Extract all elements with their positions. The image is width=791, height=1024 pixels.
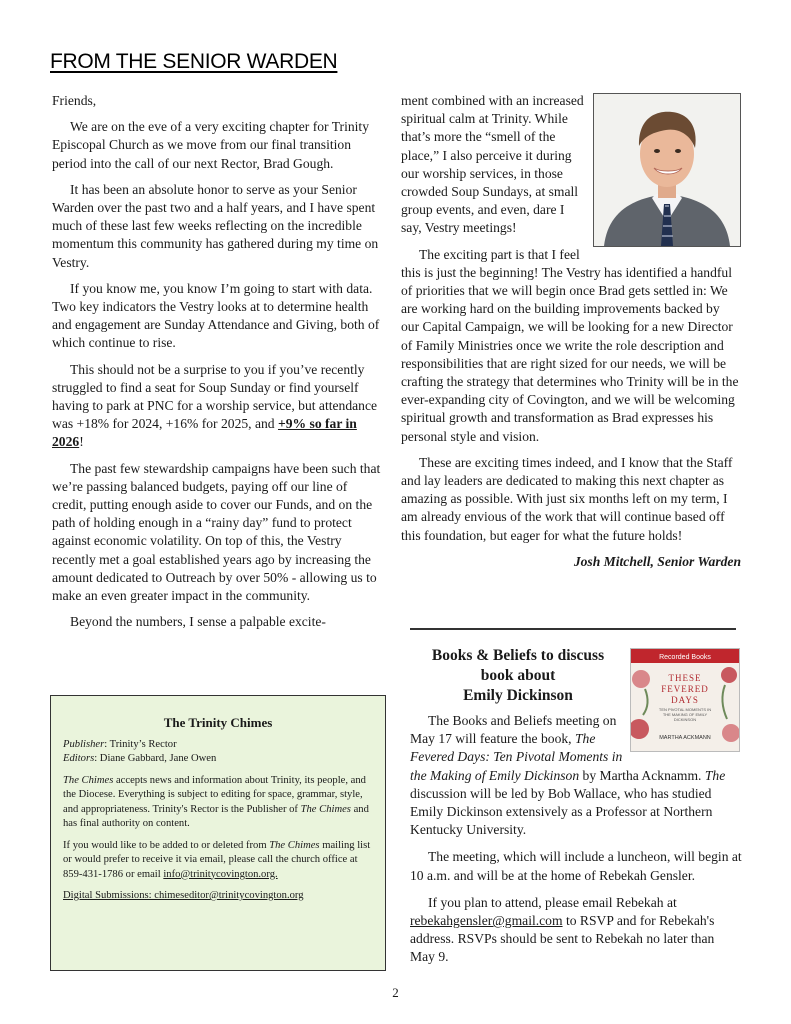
- article-paragraph: If you know me, you know I’m going to start with data. Two key indicators the Vestry looks at to determine health and engagement are Sunday Attendance and Giving, both of which continue to rise.: [52, 280, 380, 351]
- editors-line: Editors: Diane Gabbard, Jane Owen: [63, 753, 217, 764]
- portrait-illustration: [594, 94, 740, 246]
- chimes-info-box: [50, 695, 386, 971]
- books-paragraph: If you plan to attend, please email Rebekah at rebekahgensler@gmail.com to RSVP and for Rebekah's address. RSVPs should be sent to Rebekah no later than May 9.: [410, 894, 715, 965]
- article-right-column: [401, 92, 741, 571]
- attendance-highlight: +9% so far in 2026: [52, 416, 357, 450]
- article-left-column: [52, 92, 383, 631]
- books-body: [410, 712, 742, 976]
- article-paragraph: It has been an absolute honor to serve as your Senior Warden over the past two and a half years, and I have spent much of these last few weeks reflecting on the incredible momentum this community has gathered during my time on Vestry.: [52, 181, 379, 270]
- digital-submissions-link[interactable]: Digital Submissions: chimeseditor@trinitycovington.org: [63, 890, 304, 901]
- svg-text:MARTHA ACKMANN: MARTHA ACKMANN: [659, 735, 711, 741]
- section-divider: [410, 628, 736, 630]
- chimes-paragraph: The Chimes accepts news and information about Trinity, its people, and the Diocese. Everything is subject to editing for space, grammar, style, and appropriateness. Trinity's Rector is the Publisher of The Chimes and has final authority on content.: [63, 774, 369, 829]
- publisher-line: Publisher: Trinity’s Rector: [63, 738, 177, 750]
- article-paragraph: We are on the eve of a very exciting chapter for Trinity Episcopal Church as we move from our final transition period into the call of our next Rector, Brad Gough.: [52, 119, 369, 171]
- chimes-title: The Trinity Chimes: [163, 715, 273, 730]
- article-paragraph: ment combined with an increased spiritual calm at Trinity. While that’s more the “smell of the place,” I also perceive it during our worship services, in those crowded Soup Sundays, at small group events, and even, dare I say, Vestry meetings!: [401, 93, 584, 236]
- book-cover-illustration: Recorded Books THESE FEVERED DAYS TEN PIVOTAL MOMENTS IN THE MAKING OF EMILY DICKINSON MARTHA ACKMANN: [631, 649, 739, 751]
- books-heading: Books & Beliefs to discuss book about Emily Dickinson: [431, 647, 605, 704]
- books-paragraph: The meeting, which will include a luncheon, will begin at 10 a.m. and will be at the home of Rebekah Gensler.: [410, 849, 742, 883]
- svg-text:DAYS: DAYS: [671, 695, 699, 705]
- article-paragraph: Beyond the numbers, I sense a palpable excite-: [70, 614, 326, 630]
- rebekah-email-link[interactable]: rebekahgensler@gmail.com: [410, 913, 563, 929]
- svg-text:FEVERED: FEVERED: [661, 684, 709, 694]
- chimes-paragraph: If you would like to be added to or deleted from The Chimes mailing list or would prefer to receive it via email, please call the church office at 859-431-1786 or email info@trinitycovington.org.: [63, 839, 371, 880]
- info-email-link[interactable]: info@trinitycovington.org.: [163, 868, 278, 880]
- senior-warden-photo: [593, 93, 741, 247]
- page-title: FROM THE SENIOR WARDEN: [50, 50, 338, 73]
- salutation: Friends,: [52, 93, 97, 108]
- svg-text:THESE: THESE: [668, 673, 702, 683]
- page-number: 2: [392, 985, 399, 1000]
- article-paragraph: These are exciting times indeed, and I know that the Staff and lay leaders are dedicated to making this next chapter as amazing as possible. With just six months left on my term, I am already envious of the work that will continue based off this foundation, but eager for what the future holds!: [401, 454, 733, 543]
- article-paragraph: This should not be a surprise to you if you’ve recently struggled to find a seat for Soup Sunday or find yourself having to park at PNC for a worship service, but attendance was +18% for 2024, +16% for 2025, and +9% so far in 2026!: [52, 361, 378, 450]
- article-paragraph: The past few stewardship campaigns have been such that we’re passing balanced budgets, paying off our line of credit, putting enough aside to cover our Funds, and on the path of holding enough in a “rainy day” fund to protect against economic volatility. On top of this, the Vestry recently met a goal established years ago by increasing the amount dedicated to Outreach by over 50% - allowing us to make an even greater impact in the community.: [52, 460, 381, 604]
- svg-text:Recorded Books: Recorded Books: [659, 654, 711, 661]
- cover-wrap-spacer: [638, 712, 742, 750]
- signature: Josh Mitchell, Senior Warden: [573, 553, 741, 569]
- books-paragraph: The Books and Beliefs meeting on May 17 will feature the book, The Fevered Days: Ten Pivotal Moments in the Making of Emily Dickinson by Martha Acknamm. The discussion will be led by Bob Wallace, who has studied Emily Dickinson extensively as a Professor at Northern Kentucky University.: [410, 713, 726, 838]
- article-paragraph: The exciting part is that I feel this is just the beginning! The Vestry has identified a handful of priorities that we will begin once Brad gets settled in: We are working hard on the building improvements backed by our Capital Campaign, we will be looking for a new Director of Family Ministries once we write the role description and responsibilities that are right sized for our needs, we will be crafting the strategy that determines who Trinity will be in the ever-expanding city of Covington, and we will be welcoming spiritual growth and transformation as Brad expresses his personal style and vision.: [401, 246, 739, 444]
